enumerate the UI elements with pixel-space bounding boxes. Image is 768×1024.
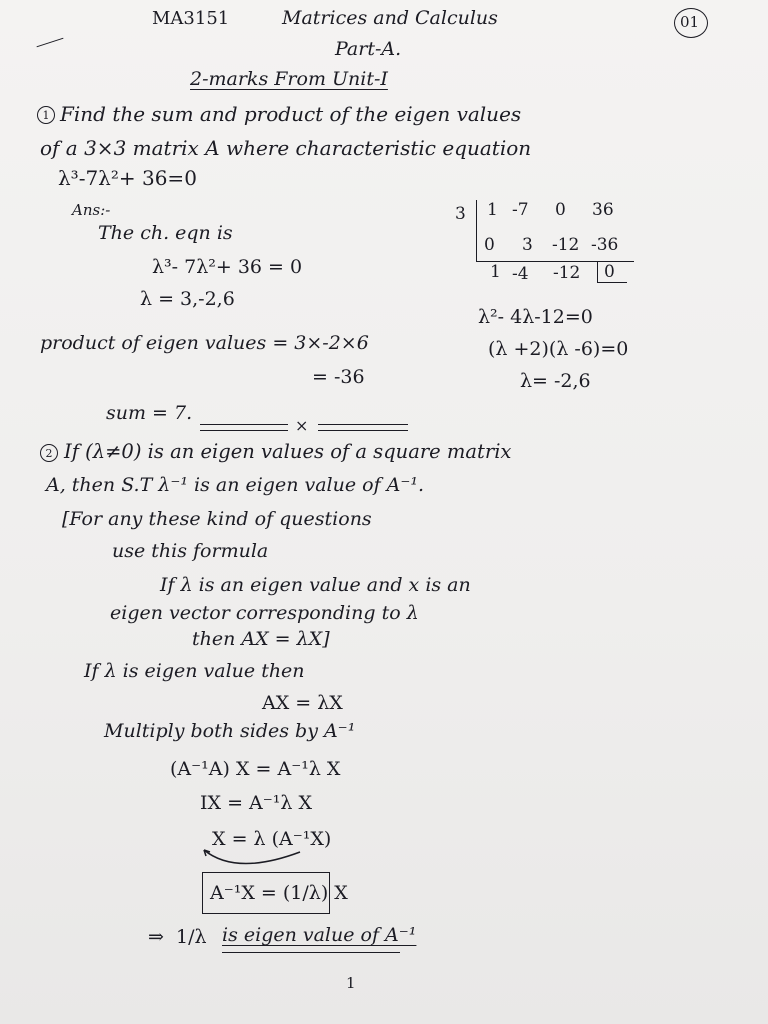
q2-note-line3: If λ is an eigen value and x is an [160,574,471,596]
q2-step6: X = λ (A⁻¹X) [212,828,332,850]
synthetic-r3-c3: -12 [553,263,581,283]
synthetic-r1-c2: -7 [512,200,529,220]
q2-step4: (A⁻¹A) X = A⁻¹λ X [170,758,341,780]
synthetic-quadratic: λ²- 4λ-12=0 [478,306,593,328]
q2-step1: If λ is eigen value then [84,660,305,682]
section-divider-mark: × [295,416,309,435]
q1-text-line1: Find the sum and product of the eigen values [60,102,522,126]
margin-dash [37,38,64,48]
synthetic-r2-c1: 0 [484,235,495,255]
section-divider-left-1 [200,424,288,425]
page-number-top: 01 [680,13,700,31]
q1-text-line2: of a 3×3 matrix A where characteristic equation [40,136,532,160]
question-2-badge: 2 [40,444,58,462]
q2-step5: IX = A⁻¹λ X [200,792,313,814]
product-result: = -36 [312,366,365,388]
synthetic-r1-c3: 0 [555,200,566,220]
ch-eqn-label: The ch. eqn is [98,222,233,244]
section-divider-left-2 [200,430,288,431]
synthetic-remainder-underline [597,282,627,283]
q2-note-line5: then AX = λX] [192,628,330,650]
synthetic-r2-c4: -36 [591,235,619,255]
conclusion-arrow: ⇒ [148,926,164,948]
synthetic-r1-c1: 1 [487,200,498,220]
section-divider-right-2 [318,430,408,431]
synthetic-divisor: 3 [455,204,466,224]
ch-eqn: λ³- 7λ²+ 36 = 0 [152,256,303,278]
q2-note-line2: use this formula [112,540,269,562]
page-footer-number: 1 [346,974,356,992]
synthetic-factored: (λ +2)(λ -6)=0 [488,338,629,360]
synthetic-r1-c4: 36 [592,200,614,220]
section-divider-right-1 [318,424,408,425]
q2-text-line1: If (λ≠0) is an eigen values of a square matrix [64,440,512,463]
synthetic-remainder-bracket [597,262,598,282]
question-1-badge: 1 [37,106,55,124]
q2-step2: AX = λX [262,692,343,714]
q2-note-line4: eigen vector corresponding to λ [110,602,419,624]
part-label: Part-A. [335,38,402,60]
course-code: MA3151 [152,8,230,29]
q2-step3: Multiply both sides by A⁻¹ [104,720,356,742]
eigen-roots: λ = 3,-2,6 [140,288,235,310]
conclusion-double-underline [222,952,400,953]
synthetic-vertical-rule [476,200,477,262]
synthetic-r3-c2: -4 [512,264,529,284]
course-title: Matrices and Calculus [282,7,498,29]
synthetic-r2-c2: 3 [522,235,533,255]
conclusion-text: is eigen value of A⁻¹ [222,924,417,946]
synthetic-r3-c4: 0 [604,262,615,282]
conclusion-fraction: 1/λ [176,926,207,948]
product-line: product of eigen values = 3×-2×6 [40,332,369,354]
q1-equation: λ³-7λ²+ 36=0 [58,166,197,190]
answer-label: Ans:- [72,201,111,219]
sum-line: sum = 7. [106,402,193,424]
boxed-result: A⁻¹X = (1/λ) X [210,882,348,904]
synthetic-r3-c1: 1 [490,262,501,282]
synthetic-roots: λ= -2,6 [520,370,591,392]
q2-text-line2: A, then S.T λ⁻¹ is an eigen value of A⁻¹. [46,474,425,496]
synthetic-r2-c3: -12 [552,235,580,255]
section-heading: 2-marks From Unit-I [190,68,388,90]
q2-note-line1: [For any these kind of questions [62,508,372,530]
